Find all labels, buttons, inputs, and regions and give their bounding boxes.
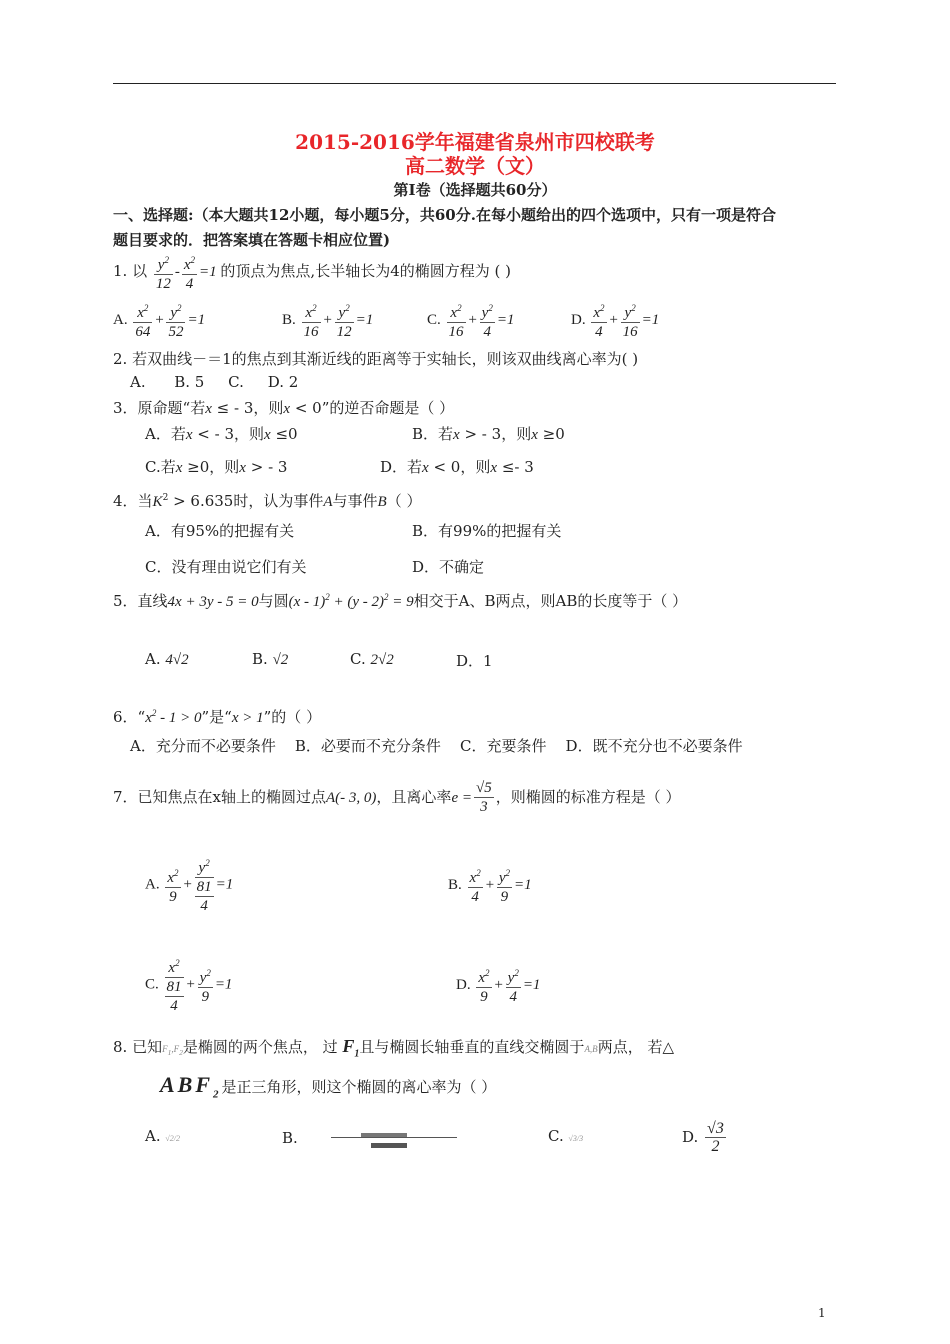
q7-option-c: C. $x^2$ 81 4 + $\frac{y^2}{9}$ =1 xyxy=(145,955,232,1015)
q1-option-a: A. $\frac{x^2}{64}$ + $\frac{y^2}{52}$ =1 xyxy=(113,300,205,341)
q7-option-b: B. $\frac{x^2}{4}$ + $\frac{y^2}{9}$ =1 xyxy=(448,865,532,906)
section-intro-line1: 一、选择题:（本大题共12小题，每小题5分，共60分.在每小题给出的四个选项中，只有一项是符合 xyxy=(113,206,776,224)
q1-option-d: D. $\frac{x^2}{4}$ + $\frac{y^2}{16}$ =1 xyxy=(571,300,659,341)
q8-option-b-image xyxy=(331,1127,457,1151)
q5-option-d: D．1 xyxy=(456,652,493,670)
q8-option-d: D. $\frac{√3}{2}$ xyxy=(682,1120,724,1155)
q8-option-a: A. √2/2 xyxy=(145,1127,181,1145)
exam-title: 2015-2016学年福建省泉州市四校联考 xyxy=(295,130,655,154)
question-1: 1. 以 $\frac{y^2}{12}$ - $\frac{x^2}{4}$ =1 的顶点为焦点,长半轴长为4的椭圆方程为 ( ) xyxy=(113,252,511,293)
q4-option-c: C．没有理由说它们有关 xyxy=(145,558,307,576)
question-8-cont: $ABF_2$是正三角形，则这个椭圆的离心率为（ ） xyxy=(160,1072,497,1101)
q4-option-b: B．有99%的把握有关 xyxy=(412,522,562,540)
q2-options: A. B. 5 C. D. 2 xyxy=(130,373,299,391)
q4-option-d: D．不确定 xyxy=(412,558,485,576)
q1-option-c: C. $\frac{x^2}{16}$ + $\frac{y^2}{4}$ =1 xyxy=(427,300,514,341)
q8-option-b: B. xyxy=(282,1127,457,1151)
q7-option-d: D. $\frac{x^2}{9}$ + $\frac{y^2}{4}$ =1 xyxy=(456,965,540,1006)
q3-option-a: A．若x < - 3，则x ≤0 xyxy=(145,425,298,443)
q7-option-a: A. $\frac{x^2}{9}$ + $y^2$ 81 4 =1 xyxy=(145,855,233,915)
q5-option-a: A. 4√2 xyxy=(145,650,189,668)
exam-subtitle: 高二数学（文） xyxy=(405,154,545,178)
header-rule xyxy=(113,83,836,84)
question-5: 5．直线4x + 3y - 5 = 0与圆(x - 1)$^2$ + (y - 2)$^2$ = 9相交于A、B两点，则AB的长度等于（ ） xyxy=(113,592,688,610)
q1-option-b: B. $\frac{x^2}{16}$ + $\frac{y^2}{12}$ =1 xyxy=(282,300,373,341)
q3-option-d: D．若x < 0，则x ≤- 3 xyxy=(380,458,534,476)
q5-option-b: B. √2 xyxy=(252,650,289,668)
page-number: 1 xyxy=(818,1306,826,1320)
q3-option-b: B．若x > - 3，则x ≥0 xyxy=(412,425,565,443)
section-intro-line2: 题目要求的．把答案填在答题卡相应位置) xyxy=(113,231,391,249)
question-6: 6．“$x^2 - 1 > 0$”是“x > 1”的（ ） xyxy=(113,708,322,726)
q8-option-c: C. √3/3 xyxy=(548,1127,584,1145)
question-2: 2. 若双曲线－＝1的焦点到其渐近线的距离等于实轴长，则该双曲线离心率为( ) xyxy=(113,350,639,368)
volume-heading: 第Ⅰ卷（选择题共60分） xyxy=(393,181,557,199)
question-8: 8. 已知$F_1,F_2$是椭圆的两个焦点， 过 $F_1$且与椭圆长轴垂直的直线交椭圆于A,B两点， 若△ xyxy=(113,1036,674,1060)
q6-options: A．充分而不必要条件 B．必要而不充分条件 C．充要条件 D．既不充分也不必要条件 xyxy=(130,737,743,755)
q3-option-c: C.若x ≥0，则x > - 3 xyxy=(145,458,288,476)
q4-option-a: A．有95%的把握有关 xyxy=(145,522,295,540)
question-4: 4．当$K^2 > 6.635$时，认为事件A与事件B（ ） xyxy=(113,492,422,510)
q5-option-c: C. 2√2 xyxy=(350,650,394,668)
question-3: 3．原命题“若x ≤ - 3，则x < 0”的逆否命题是（ ） xyxy=(113,399,455,417)
question-7: 7．已知焦点在x轴上的椭圆过点A(- 3, 0)，且离心率e = $\frac{√5}{3}$ ，则椭圆的标准方程是（ ） xyxy=(113,780,681,815)
